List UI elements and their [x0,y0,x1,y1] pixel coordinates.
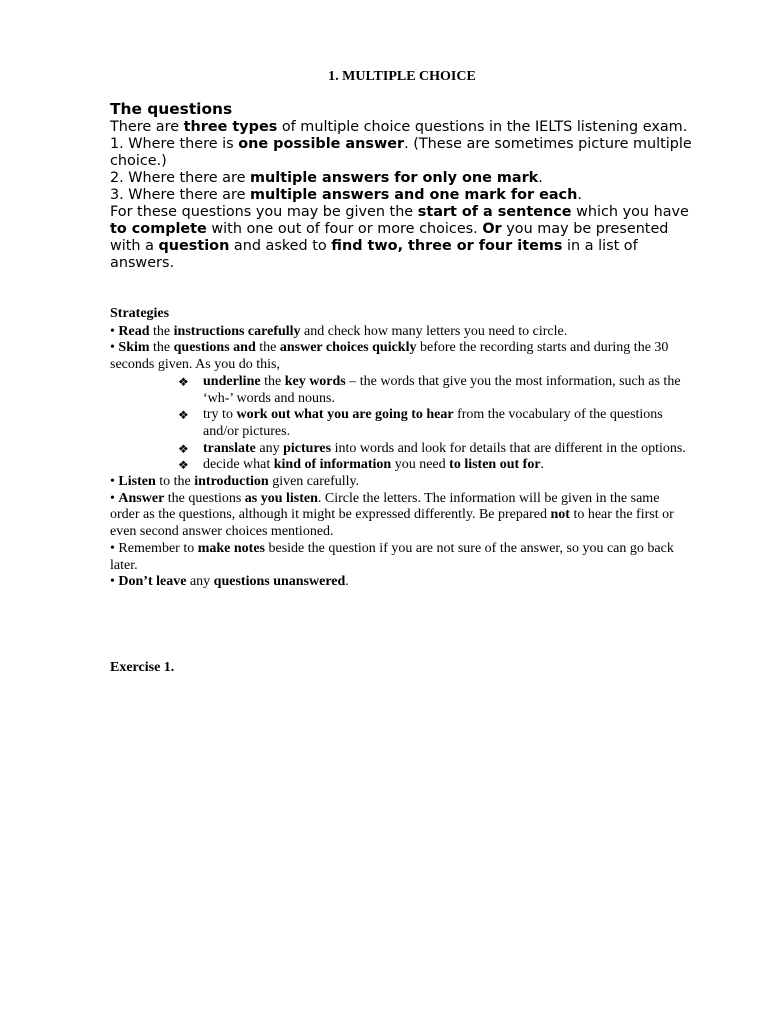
strategy-item: • Remember to make notes beside the question if you are not sure of the answer, so you can go back later. [110,540,674,573]
bold-text: work out what you are going to hear [236,407,454,423]
bold-text: as you listen [244,490,318,506]
diamond-bullet-icon: ❖ [178,408,189,423]
type-line-1: 1. Where there is one possible answer. (These are sometimes picture multiple choice.) [110,136,692,169]
bold-text: Listen [118,474,156,490]
strategies-list [110,324,690,591]
strategies-section [110,306,690,591]
bold-text: introduction [194,474,269,490]
strategy-subitem: ❖ try to work out what you are going to hear from the vocabulary of the questions and/or pictures. [178,407,663,439]
description-paragraph: For these questions you may be given the start of a sentence which you have to complete with one out of four or more choices. Or you may be presented with a question and asked to find two, three or four items in a list of answers. [110,204,689,271]
bold-text: underline [203,373,261,389]
exercise-label: Exercise 1. [110,660,175,675]
bold-text: Or [482,221,502,237]
bold-text: start of a sentence [417,204,572,220]
bold-text: instructions carefully [173,323,301,339]
bold-text: one possible answer [238,136,405,152]
bold-text: find two, three or four items [331,238,563,254]
bold-text: Skim [118,340,150,356]
bold-text: questions and [173,340,256,356]
bold-text: not [550,507,570,523]
bold-text: Don’t leave [118,574,187,590]
bold-text: multiple answers for only one mark [250,170,539,186]
page-title: 1. MULTIPLE CHOICE [328,69,476,84]
strategy-item: • Read the instructions carefully and check how many letters you need to circle. [110,323,568,339]
strategy-item: • Don’t leave any questions unanswered. [110,574,349,590]
bold-text: to listen out for [449,457,541,473]
bold-text: answer choices quickly [279,340,417,356]
type-line-3: 3. Where there are multiple answers and one mark for each. [110,187,582,203]
questions-section [110,101,700,272]
strategy-subitem: ❖ translate any pictures into words and look for details that are different in the options. [178,440,686,456]
type-line-2: 2. Where there are multiple answers for only one mark. [110,170,543,186]
strategy-subitem: ❖ decide what kind of information you need to listen out for. [178,457,545,473]
strategies-heading: Strategies [110,306,170,321]
strategy-item: • Skim the questions and the answer choices quickly before the recording starts and during the 30 seconds given. As you do this, [110,340,669,373]
diamond-bullet-icon: ❖ [178,441,189,456]
questions-heading: The questions [110,100,233,118]
bold-text: key words [284,373,346,389]
diamond-bullet-icon: ❖ [178,458,189,473]
strategy-item: • Listen to the introduction given carefully. [110,474,360,490]
strategy-item: • Answer the questions as you listen. Circle the letters. The information will be given in the same order as the questions, although it might be expressed differently. Be prepared not to hear the first or even second answer choices mentioned. [110,490,674,540]
bold-text: question [158,238,230,254]
bold-text: translate [203,440,256,456]
bold-text: make notes [197,540,265,556]
bold-text: three types [183,119,278,135]
bold-text: kind of information [273,457,392,473]
strategy-subitem: ❖ underline the key words – the words that give you the most information, such as the ‘wh-’ words and nouns. [178,373,681,406]
diamond-bullet-icon: ❖ [178,374,189,389]
bold-text: questions unanswered [213,574,346,590]
bold-text: to complete [110,221,207,237]
bold-text: Answer [118,490,165,506]
intro-paragraph: There are three types of multiple choice questions in the IELTS listening exam. [110,119,688,135]
bold-text: pictures [283,440,332,456]
bold-text: multiple answers and one mark for each [250,187,578,203]
bold-text: Read [118,323,150,339]
